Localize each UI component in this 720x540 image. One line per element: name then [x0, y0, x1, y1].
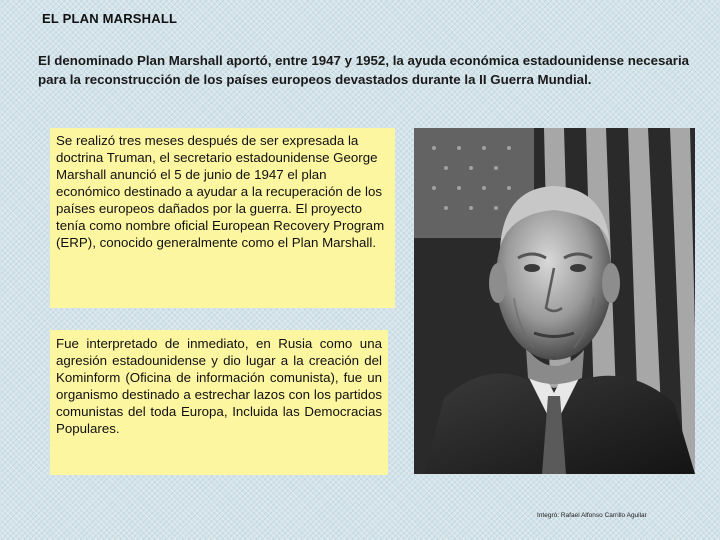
text-box-kominform: Fue interpretado de inmediato, en Rusia como una agresión estadounidense y dio lugar a la creación del Kominform (Oficina de información comunista), fue un organismo destinado a estrechar lazos con los partidos comunistas del toda Europa, Incluida las Democracias Populares. — [50, 330, 388, 475]
author-credit: Integró: Rafael Alfonso Carrillo Aguilar — [537, 512, 647, 519]
marshall-portrait — [414, 128, 695, 474]
slide-title: EL PLAN MARSHALL — [42, 11, 178, 26]
text-box-truman-doctrine: Se realizó tres meses después de ser expresada la doctrina Truman, el secretario estadounidense George Marshall anunció el 5 de junio de 1947 el plan económico destinado a ayudar a la recuperación de los países europeos dañados por la guerra. El proyecto tenía como nombre oficial European Recovery Program (ERP), conocido generalmente como el Plan Marshall. — [50, 128, 395, 308]
intro-paragraph: El denominado Plan Marshall aportó, entre 1947 y 1952, la ayuda económica estadounidense necesaria para la reconstrucción de los países europeos devastados durante la II Guerra Mundial. — [38, 53, 690, 87]
